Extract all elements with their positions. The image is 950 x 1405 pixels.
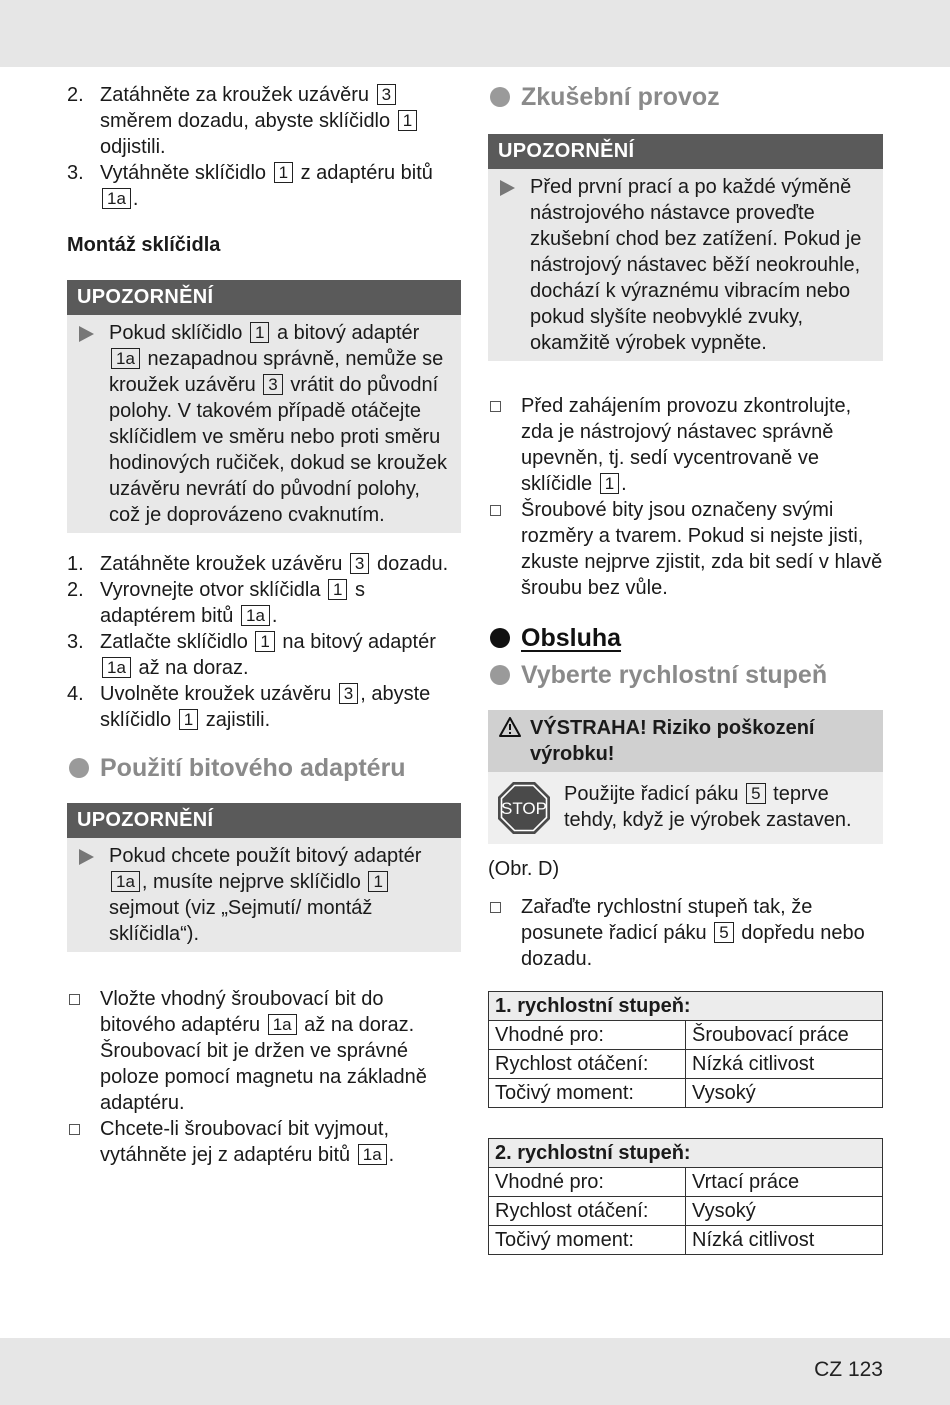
notice-content — [109, 322, 447, 526]
notice-box-test-run — [488, 134, 883, 361]
part-reference-label: 3 — [350, 553, 369, 574]
checklist-item — [488, 497, 883, 601]
notice-box-mounting — [67, 280, 461, 533]
bottom-band — [0, 1338, 950, 1405]
main-heading-text: Obsluha — [521, 624, 622, 652]
table-label-cell: Točivý moment: — [489, 1079, 686, 1108]
text-run: Chcete-li šroubovací bit vyjmout, vytáhněte jej z adaptéru bitů — [100, 1118, 390, 1166]
text-run: Zatlačte sklíčidlo — [100, 631, 254, 653]
notice-content — [109, 845, 421, 945]
text-run: na bitový adaptér — [276, 631, 436, 653]
stop-sign-icon — [496, 780, 552, 836]
main-heading-operation — [488, 623, 883, 653]
part-reference-label: 1 — [398, 110, 417, 131]
section-heading-bit-adapter — [67, 753, 461, 783]
adapter-checklist — [67, 986, 461, 1168]
numbered-step — [67, 82, 461, 160]
text-run: Použijte řadicí páku — [564, 783, 745, 805]
part-reference-label: 5 — [714, 922, 733, 943]
checkbox-bullet-icon — [490, 505, 501, 516]
part-reference-label: 5 — [746, 783, 765, 804]
step-number: 2. — [67, 579, 84, 601]
text-run: odjistili. — [100, 136, 166, 158]
test-run-checklist — [488, 393, 883, 601]
part-reference-label: 1 — [274, 162, 293, 183]
notice-text — [67, 315, 461, 533]
text-run: . — [388, 1144, 395, 1166]
checkbox-bullet-icon — [490, 902, 501, 913]
table-value-cell: Nízká citlivost — [686, 1050, 883, 1079]
part-reference-label: 1a — [102, 657, 131, 678]
numbered-step — [67, 160, 461, 212]
text-run: Pokud sklíčidlo — [109, 322, 248, 344]
main-bullet-icon — [490, 628, 510, 648]
subheading-mounting: Montáž sklíčidla — [67, 234, 221, 256]
arrow-bullet-icon — [500, 180, 515, 196]
notice-box-adapter — [67, 803, 461, 952]
text-run: Vytáhněte sklíčidlo — [100, 162, 272, 184]
text-run: Zařaďte rychlostní stupeň tak, že posunete řadicí páku — [521, 896, 813, 944]
text-run: Zatáhněte kroužek uzávěru — [100, 553, 348, 575]
page-number: CZ 123 — [814, 1358, 883, 1381]
notice-text — [67, 838, 461, 952]
part-reference-label: 3 — [263, 374, 282, 395]
text-run: dozadu. — [371, 553, 449, 575]
numbered-step — [67, 681, 461, 733]
text-run: , musíte nejprve sklíčidlo — [141, 871, 367, 893]
text-run: Uvolněte kroužek uzávěru — [100, 683, 337, 705]
left-column — [67, 82, 461, 1168]
warning-title — [488, 710, 883, 772]
numbered-step — [67, 577, 461, 629]
table-label-cell: Rychlost otáčení: — [489, 1197, 686, 1226]
section-heading-text: Zkušební provoz — [521, 83, 720, 111]
text-run: Vložte vhodný šroubovací bit do bitového adaptéru — [100, 988, 384, 1036]
speed-checklist — [488, 894, 883, 972]
arrow-bullet-icon — [79, 849, 94, 865]
table-value-cell: Nízká citlivost — [686, 1226, 883, 1255]
part-reference-label: 3 — [377, 84, 396, 105]
figure-reference: (Obr. D) — [488, 858, 560, 880]
text-run: zajistili. — [200, 709, 271, 731]
table-value-cell: Vysoký — [686, 1079, 883, 1108]
table-title: 2. rychlostní stupeň: — [489, 1139, 883, 1168]
text-run: . — [271, 605, 278, 627]
checkbox-bullet-icon — [69, 994, 80, 1005]
checklist-item — [67, 1116, 461, 1168]
warning-text — [488, 772, 883, 844]
checklist-item — [488, 393, 883, 497]
step-number: 3. — [67, 631, 84, 653]
step-number: 1. — [67, 553, 84, 575]
text-run: až na doraz. — [132, 657, 249, 679]
table-row — [489, 1050, 883, 1079]
text-run: Šroubové bity jsou označeny svými rozměry a tvarem. Pokud si nejste jisti, zkuste nejprve zjistit, zda bit sedí v hlavě šroubu bez vůle. — [521, 499, 883, 599]
section-heading-test-run — [488, 82, 883, 112]
removal-steps — [67, 82, 461, 212]
part-reference-label: 1a — [111, 871, 140, 892]
part-reference-label: 1 — [328, 579, 347, 600]
table-row — [489, 1079, 883, 1108]
table-label-cell: Vhodné pro: — [489, 1168, 686, 1197]
text-run: Před zahájením provozu zkontrolujte, zda je nástrojový nástavec správně upevněn, tj. sedí vycentrovaně ve sklíčidle — [521, 395, 852, 495]
notice-text — [488, 169, 883, 361]
text-run: až na doraz. Šroubovací bit je držen ve správné poloze pomocí magnetu na základně adaptéru. — [100, 1014, 427, 1114]
warning-content — [564, 783, 852, 831]
svg-text:STOP: STOP — [501, 799, 547, 818]
text-run: . — [132, 188, 139, 210]
warning-title-text: VÝSTRAHA! Riziko poškození výrobku! — [530, 717, 815, 765]
text-run: sejmout (viz „Sejmutí/ montáž sklíčidla“). — [109, 897, 373, 945]
speed-table — [488, 1138, 883, 1255]
part-reference-label: 1 — [179, 709, 198, 730]
checkbox-bullet-icon — [69, 1124, 80, 1135]
table-row — [489, 1226, 883, 1255]
arrow-bullet-icon — [79, 326, 94, 342]
table-label-cell: Točivý moment: — [489, 1226, 686, 1255]
table-value-cell: Vrtací práce — [686, 1168, 883, 1197]
text-run: s adaptérem bitů — [100, 579, 366, 627]
top-band — [0, 0, 950, 67]
part-reference-label: 3 — [339, 683, 358, 704]
step-number: 4. — [67, 683, 84, 705]
checklist-item — [67, 986, 461, 1116]
part-reference-label: 1 — [255, 631, 274, 652]
step-number: 3. — [67, 162, 84, 184]
section-heading-speed — [488, 660, 883, 690]
part-reference-label: 1 — [250, 322, 269, 343]
table-row — [489, 1197, 883, 1226]
text-run: nezapadnou správně, nemůže se kroužek uzávěru — [109, 348, 444, 396]
section-heading-text: Vyberte rychlostní stupeň — [521, 661, 828, 689]
section-bullet-icon — [490, 665, 510, 685]
table-value-cell: Vysoký — [686, 1197, 883, 1226]
section-bullet-icon — [69, 758, 89, 778]
part-reference-label: 1a — [111, 348, 140, 369]
text-run: teprve tehdy, když je výrobek zastaven. — [564, 783, 852, 831]
table-row — [489, 1021, 883, 1050]
right-column — [488, 82, 883, 1255]
notice-title: UPOZORNĚNÍ — [67, 280, 461, 315]
speed-tables — [488, 991, 883, 1255]
notice-title: UPOZORNĚNÍ — [488, 134, 883, 169]
text-run: Pokud chcete použít bitový adaptér — [109, 845, 422, 867]
text-run: dopředu nebo dozadu. — [521, 922, 865, 970]
mounting-steps — [67, 551, 461, 733]
table-label-cell: Vhodné pro: — [489, 1021, 686, 1050]
table-row — [489, 1168, 883, 1197]
numbered-step — [67, 629, 461, 681]
part-reference-label: 1 — [368, 871, 387, 892]
text-run: směrem dozadu, abyste sklíčidlo — [100, 110, 396, 132]
table-title: 1. rychlostní stupeň: — [489, 992, 883, 1021]
part-reference-label: 1a — [102, 188, 131, 209]
text-run: vrátit do původní polohy. V takovém případě otáčejte sklíčidlem ve směru nebo proti směru hodinových ručiček, dokud se kroužek uzávěru nevrátí do původní polohy, což je doprovázeno cvaknutím. — [109, 374, 447, 526]
part-reference-label: 1a — [241, 605, 270, 626]
table-label-cell: Rychlost otáčení: — [489, 1050, 686, 1079]
section-bullet-icon — [490, 87, 510, 107]
part-reference-label: 1 — [600, 473, 619, 494]
section-heading-text: Použití bitového adaptéru — [100, 754, 406, 782]
numbered-step — [67, 551, 461, 577]
text-run: . — [621, 473, 627, 495]
text-run: Zatáhněte za kroužek uzávěru — [100, 84, 375, 106]
part-reference-label: 1a — [268, 1014, 297, 1035]
text-run: , abyste sklíčidlo — [100, 683, 431, 731]
part-reference-label: 1a — [358, 1144, 387, 1165]
text-run: z adaptéru bitů — [295, 162, 433, 184]
warning-box-damage — [488, 710, 883, 844]
checkbox-bullet-icon — [490, 401, 501, 412]
text-run: Vyrovnejte otvor sklíčidla — [100, 579, 327, 601]
notice-title: UPOZORNĚNÍ — [67, 803, 461, 838]
warning-triangle-icon — [499, 717, 521, 737]
speed-table — [488, 991, 883, 1108]
checklist-item — [488, 894, 883, 972]
step-number: 2. — [67, 84, 84, 106]
table-value-cell: Šroubovací práce — [686, 1021, 883, 1050]
text-run: a bitový adaptér — [271, 322, 420, 344]
notice-content: Před první prací a po každé výměně nástrojového nástavce proveďte zkušební chod bez zatížení. Pokud je nástrojový nástavec běží neokrouhle, dochází k výraznému vibracím nebo pokud slyšíte neobvyklé zvuky, okamžitě výrobek vypněte. — [530, 176, 862, 354]
